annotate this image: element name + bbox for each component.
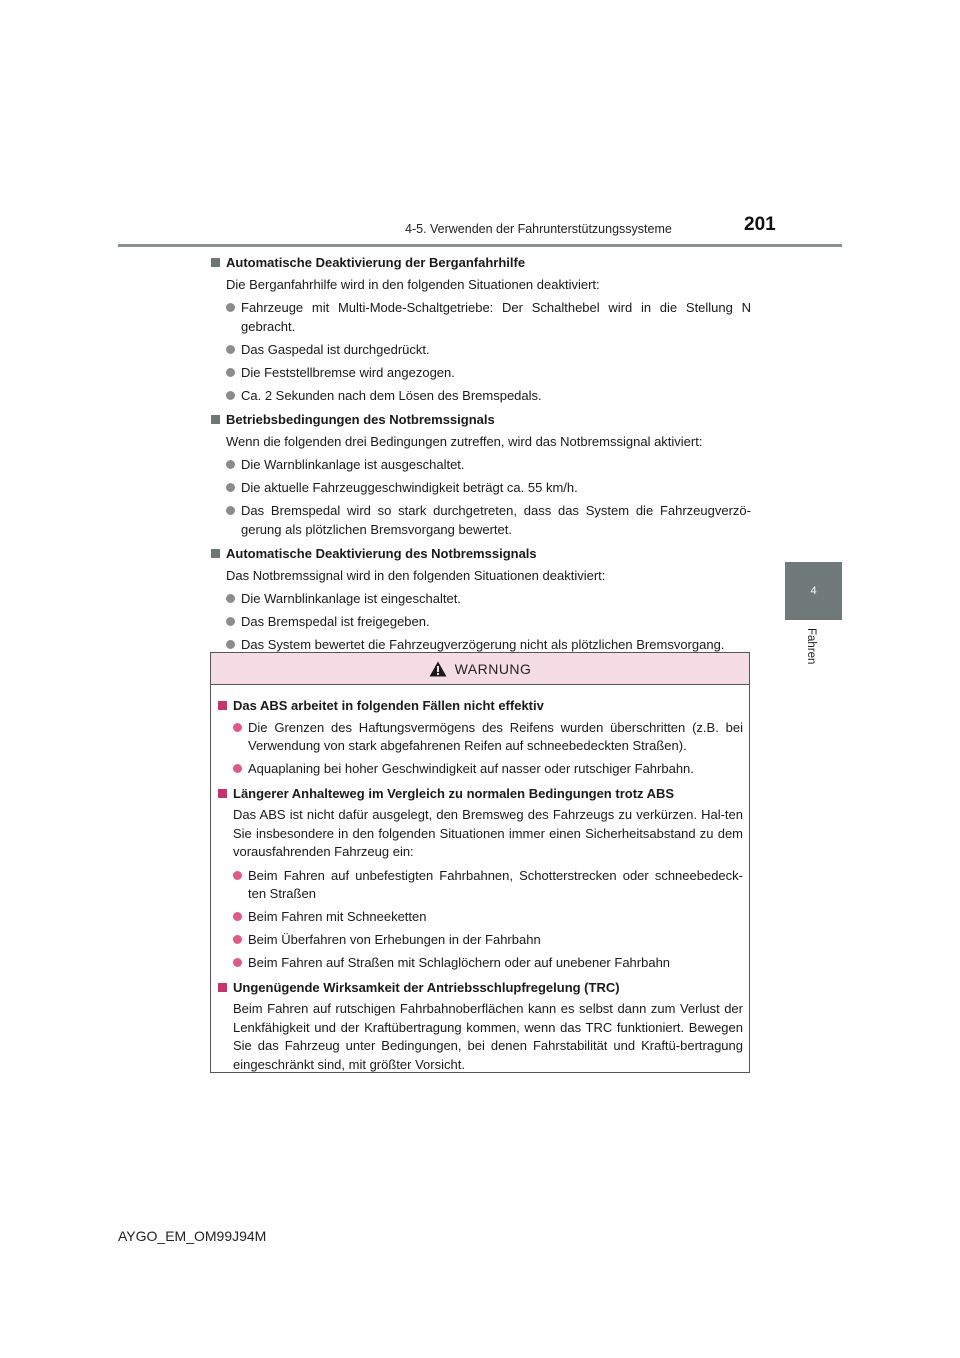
- section-intro: Das Notbremssignal wird in den folgenden Situationen deaktiviert:: [226, 567, 606, 583]
- bullet-list: [211, 299, 751, 405]
- document-code: AYGO_EM_OM99J94M: [118, 1228, 267, 1244]
- circle-bullet-icon: [226, 303, 235, 312]
- circle-bullet-icon: [233, 935, 242, 944]
- warning-label: WARNUNG: [454, 660, 532, 677]
- main-content: [211, 254, 751, 661]
- section-intro: Beim Fahren auf rutschigen Fahrbahnoberflächen kann es selbst dann zum Verlust der Lenkfähigkeit und der Kraftübertragung kommen, wenn das TRC funktioniert. Bewegen Sie das Fahrzeug unter Bedingungen, bei denen Fahrstabilität und Kraftü-bertragung eingeschränkt sind, mit größter Vorsicht.: [233, 1001, 743, 1072]
- list-item: Beim Fahren mit Schneeketten: [233, 908, 743, 927]
- warning-box: [210, 652, 750, 1073]
- circle-bullet-icon: [226, 617, 235, 626]
- chapter-tab: [785, 562, 842, 620]
- circle-bullet-icon: [233, 723, 242, 732]
- section-intro: Die Berganfahrhilfe wird in den folgenden Situationen deaktiviert:: [226, 276, 600, 292]
- list-item: Ca. 2 Sekunden nach dem Lösen des Bremspedals.: [226, 387, 751, 406]
- list-item: Das System bewertet die Fahrzeugverzögerung nicht als plötzlichen Bremsvorgang.: [226, 636, 751, 655]
- square-bullet-icon: [211, 549, 220, 558]
- section-title: Das ABS arbeitet in folgenden Fällen nicht effektiv: [218, 697, 743, 716]
- square-bullet-icon: [218, 789, 227, 798]
- section-title: Betriebsbedingungen des Notbremssignals: [211, 411, 751, 430]
- circle-bullet-icon: [226, 640, 235, 649]
- list-item: Fahrzeuge mit Multi-Mode-Schaltgetriebe: Der Schalthebel wird in die Stellung N gebracht.: [226, 299, 751, 336]
- bullet-list: [211, 590, 751, 655]
- list-item: Die Feststellbremse wird angezogen.: [226, 364, 751, 383]
- square-bullet-icon: [211, 415, 220, 424]
- chapter-label: Fahren: [805, 628, 817, 665]
- page-number: 201: [744, 214, 776, 235]
- list-item: Beim Fahren auf Straßen mit Schlaglöchern oder auf unebener Fahrbahn: [233, 954, 743, 973]
- circle-bullet-icon: [226, 345, 235, 354]
- list-item: Die Grenzen des Haftungsvermögens des Reifens wurden überschritten (z.B. bei Verwendung von stark abgefahrenen Reifen auf schneebedeckten Straßen).: [233, 719, 743, 756]
- list-item: Aquaplaning bei hoher Geschwindigkeit auf nasser oder rutschiger Fahrbahn.: [233, 760, 743, 779]
- circle-bullet-icon: [233, 764, 242, 773]
- circle-bullet-icon: [233, 958, 242, 967]
- circle-bullet-icon: [233, 912, 242, 921]
- list-item: Das Bremspedal wird so stark durchgetreten, dass das System die Fahrzeugverzö-gerung als plötzlichen Bremsvorgang bewertet.: [226, 502, 751, 539]
- running-header-section: 4-5. Verwenden der Fahrunterstützungssysteme: [405, 222, 672, 236]
- bullet-list: [218, 719, 743, 779]
- list-item: Die Warnblinkanlage ist eingeschaltet.: [226, 590, 751, 609]
- list-item: Die aktuelle Fahrzeuggeschwindigkeit beträgt ca. 55 km/h.: [226, 479, 751, 498]
- circle-bullet-icon: [226, 483, 235, 492]
- circle-bullet-icon: [226, 594, 235, 603]
- section-emergency-signal-conditions: [211, 411, 751, 539]
- section-intro: Wenn die folgenden drei Bedingungen zutreffen, wird das Notbremssignal aktiviert:: [226, 433, 703, 449]
- warning-body: [211, 685, 749, 1074]
- circle-bullet-icon: [226, 506, 235, 515]
- warning-header: [211, 653, 749, 685]
- square-bullet-icon: [218, 701, 227, 710]
- warning-section-abs-ineffective: [218, 697, 743, 779]
- list-item: Beim Fahren auf unbefestigten Fahrbahnen, Schotterstrecken oder schneebedeck-ten Straßen: [233, 867, 743, 904]
- chapter-number: 4: [810, 585, 817, 597]
- header-divider: [118, 244, 842, 247]
- circle-bullet-icon: [226, 391, 235, 400]
- section-title: Ungenügende Wirksamkeit der Antriebsschlupfregelung (TRC): [218, 979, 743, 998]
- circle-bullet-icon: [233, 871, 242, 880]
- bullet-list: [211, 456, 751, 539]
- warning-section-trc: [218, 979, 743, 1075]
- warning-triangle-icon: [429, 661, 447, 677]
- warning-section-longer-stopping: [218, 785, 743, 973]
- square-bullet-icon: [218, 983, 227, 992]
- list-item: Das Bremspedal ist freigegeben.: [226, 613, 751, 632]
- section-title: Automatische Deaktivierung der Berganfahrhilfe: [211, 254, 751, 273]
- list-item: Die Warnblinkanlage ist ausgeschaltet.: [226, 456, 751, 475]
- square-bullet-icon: [211, 258, 220, 267]
- list-item: Das Gaspedal ist durchgedrückt.: [226, 341, 751, 360]
- section-title: Längerer Anhalteweg im Vergleich zu normalen Bedingungen trotz ABS: [218, 785, 743, 804]
- section-intro: Das ABS ist nicht dafür ausgelegt, den Bremsweg des Fahrzeugs zu verkürzen. Hal-ten Sie insbesondere in den folgenden Situationen immer einen Sicherheitsabstand zu dem vorausfahrenden Fahrzeug ein:: [233, 807, 743, 859]
- list-item: Beim Überfahren von Erhebungen in der Fahrbahn: [233, 931, 743, 950]
- section-emergency-signal-deactivation: [211, 545, 751, 655]
- bullet-list: [218, 867, 743, 973]
- section-title: Automatische Deaktivierung des Notbremssignals: [211, 545, 751, 564]
- circle-bullet-icon: [226, 460, 235, 469]
- section-hill-start-deactivation: [211, 254, 751, 405]
- circle-bullet-icon: [226, 368, 235, 377]
